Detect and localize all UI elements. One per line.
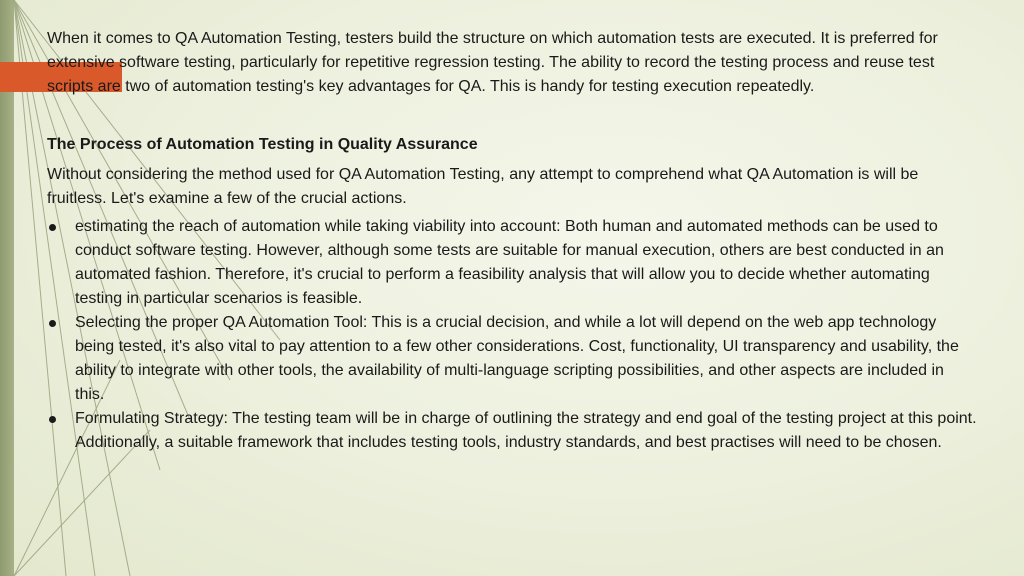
intro-paragraph: When it comes to QA Automation Testing, testers build the structure on which automation tests are executed. It is preferred for extensive software testing, particularly for repetitive regression testing. The ability to record the testing process and reuse test scripts are two of automation testing's key advantages for QA. This is handy for testing execution repeatedly. — [47, 30, 938, 95]
bullet-text: Selecting the proper QA Automation Tool: This is a crucial decision, and while a lot will depend on the web app technology being tested, it's also vital to pay attention to a few other considerations. Cost, functionality, UI transparency and usability, the ability to integrate with other tools, the availability of multi-language scripting possibilities, and other aspects are included in this. — [75, 314, 959, 403]
list-item — [47, 407, 977, 455]
bullet-icon — [49, 224, 56, 231]
lead-paragraph: Without considering the method used for QA Automation Testing, any attempt to comprehend what QA Automation is will be fruitless. Let's examine a few of the crucial actions. — [47, 166, 919, 207]
slide-content — [47, 27, 977, 455]
section-heading: The Process of Automation Testing in Quality Assurance — [47, 136, 478, 153]
bullet-list — [47, 215, 977, 455]
bullet-text: Formulating Strategy: The testing team will be in charge of outlining the strategy and end goal of the testing project at this point. Additionally, a suitable framework that includes testing tools, industry standards, and best practises will need to be chosen. — [75, 410, 977, 451]
list-item — [47, 311, 977, 407]
bullet-icon — [49, 416, 56, 423]
list-item — [47, 215, 977, 311]
bullet-text: estimating the reach of automation while taking viability into account: Both human and automated methods can be used to conduct software testing. However, although some tests are suitable for manual execution, others are best conducted in an automated fashion. Therefore, it's crucial to perform a feasibility analysis that will allow you to decide whether automating testing in particular scenarios is feasible. — [75, 218, 944, 307]
bullet-icon — [49, 320, 56, 327]
